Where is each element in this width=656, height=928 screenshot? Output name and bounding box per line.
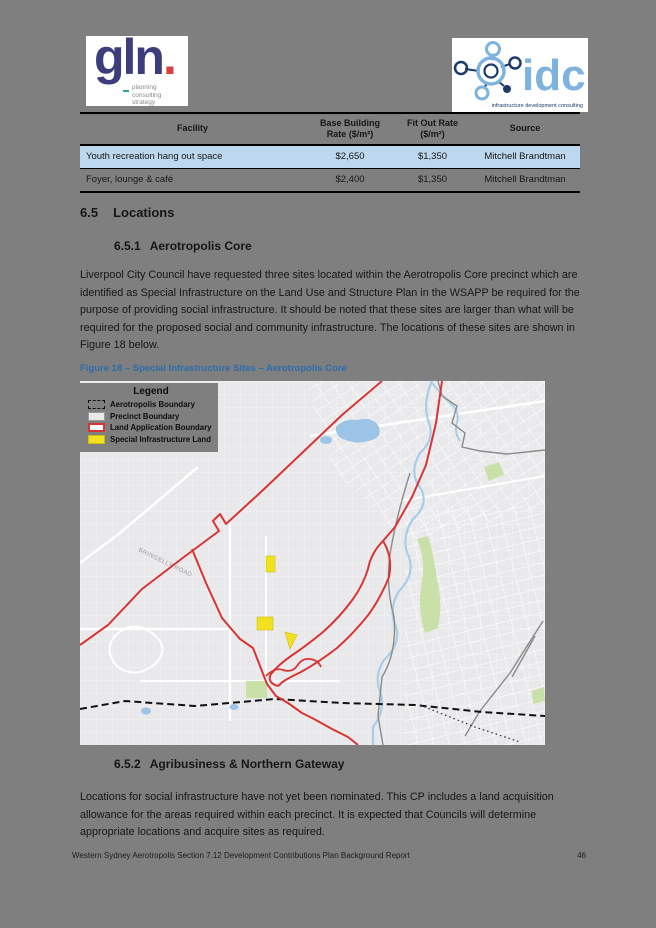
land-application-boundary-swatch-icon [88, 423, 105, 432]
legend-item [88, 412, 214, 421]
gln-logo-dot: . [162, 29, 175, 85]
footer-document-title: Western Sydney Aerotropolis Section 7.12 Development Contributions Plan Background Report [72, 851, 410, 860]
special-infrastructure-land-swatch-icon [88, 435, 105, 444]
footer-page-number: 46 [577, 851, 586, 860]
section-number: 6.5.1 [114, 239, 141, 253]
legend-label: Land Application Boundary [110, 423, 212, 432]
cell-facility: Foyer, lounge & café [80, 168, 305, 192]
aerotropolis-boundary-swatch-icon [88, 400, 105, 409]
table-header-row [80, 113, 580, 145]
section-heading-locations [80, 205, 174, 220]
gln-logo-tick [123, 90, 129, 92]
col-header-base-building-rate: Base Building Rate ($/m²) [305, 113, 395, 145]
idc-logo-graphic [452, 38, 588, 102]
section-number: 6.5 [80, 205, 99, 220]
legend-label: Special Infrastructure Land [110, 434, 211, 444]
precinct-boundary-swatch-icon [88, 412, 105, 421]
legend-item [88, 423, 214, 432]
section-title: Locations [113, 205, 175, 220]
idc-logo [452, 38, 588, 112]
gln-logo [86, 29, 188, 106]
cell-source: Mitchell Brandtman [470, 168, 580, 192]
gln-tagline-line: strategy [132, 99, 156, 106]
idc-molecule-icon [455, 43, 521, 100]
map-pond [230, 704, 239, 710]
map-pond [141, 708, 151, 715]
section-title: Agribusiness & Northern Gateway [149, 757, 345, 771]
figure-caption: Figure 18 – Special Infrastructure Sites – Aerotropolis Core [80, 363, 347, 374]
gln-tagline-line: consulting [132, 91, 162, 99]
section-heading-agribusiness [114, 757, 344, 771]
col-header-source: Source [470, 113, 580, 145]
gln-tagline-line: planning [132, 84, 157, 91]
legend-item [88, 435, 214, 444]
legend-label: Precinct Boundary [110, 411, 180, 421]
cell-source: Mitchell Brandtman [470, 145, 580, 169]
idc-logo-text: idc [522, 51, 586, 100]
cell-base-building-rate: $2,650 [305, 145, 395, 169]
gln-logo-text: gln. [94, 29, 175, 85]
table-row [80, 145, 580, 169]
legend-title: Legend [133, 386, 169, 397]
map-pond [320, 436, 332, 444]
facility-rates-table [80, 112, 580, 193]
cell-fit-out-rate: $1,350 [395, 145, 470, 169]
gln-logo-tagline [132, 84, 161, 107]
legend-item [88, 400, 214, 409]
cell-base-building-rate: $2,400 [305, 168, 395, 192]
table-row [80, 168, 580, 192]
map-road-label: BRINGELLY ROAD [137, 547, 193, 579]
section-heading-aerotropolis-core [114, 239, 252, 253]
paragraph-aerotropolis-core: Liverpool City Council have requested three sites located within the Aerotropolis Core precinct which are identified as Special Infrastructure on the Land Use and Structure Plan in the WSAPP be required for the purpose of providing social infrastructure. It should be noted that these sites are larger than what will be required for the proposed social and community infrastructure. The locations of these sites are shown in Figure 18 below. [80, 269, 580, 351]
col-header-fit-out-rate: Fit Out Rate ($/m²) [395, 113, 470, 145]
legend-label: Aerotropolis Boundary [110, 400, 195, 409]
section-title: Aerotropolis Core [149, 239, 252, 253]
section-number: 6.5.2 [114, 757, 141, 771]
idc-logo-tagline: infrastructure development consulting [491, 103, 583, 109]
cell-facility: Youth recreation hang out space [80, 145, 305, 169]
cell-fit-out-rate: $1,350 [395, 168, 470, 192]
figure-map [80, 381, 545, 745]
map-legend [80, 383, 218, 452]
page-footer [72, 851, 586, 860]
paragraph-agribusiness: Locations for social infrastructure have not yet been nominated. This CP includes a land acquisition allowance for the areas required within each precinct. It is expected that Councils will determine appropriate locations and acquire sites as required. [80, 791, 554, 838]
col-header-facility: Facility [80, 113, 305, 145]
